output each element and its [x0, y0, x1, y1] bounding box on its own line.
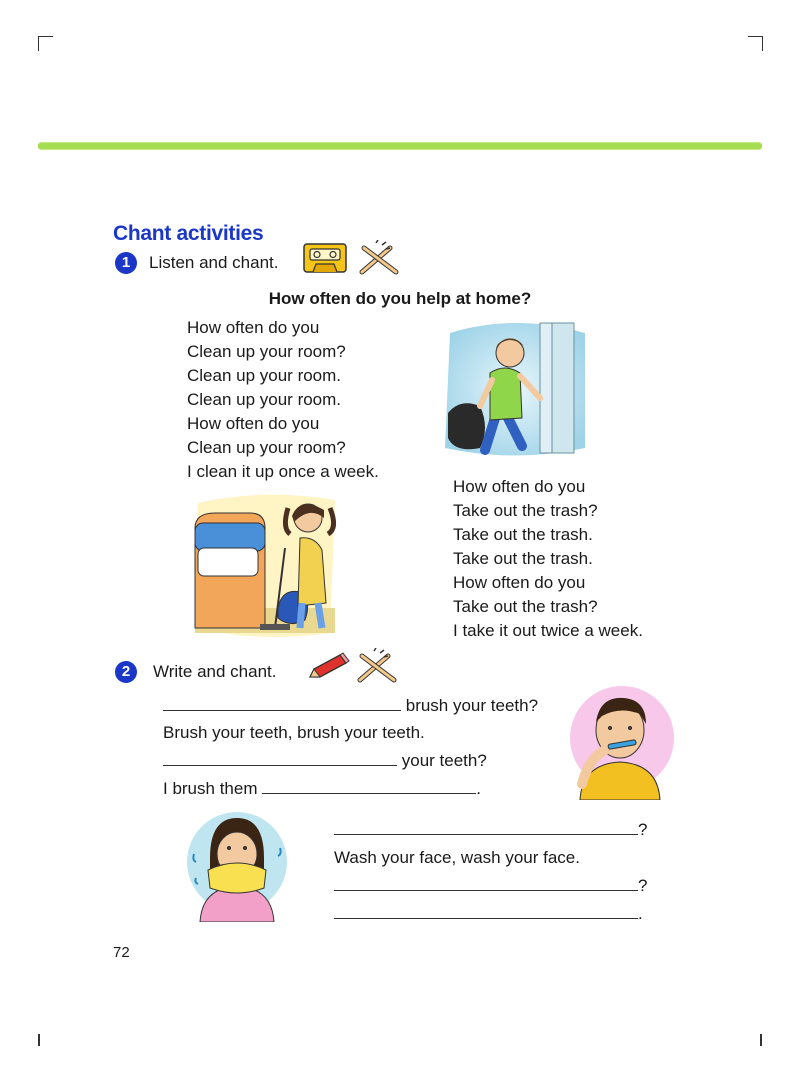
verse-2-line: How often do you	[453, 573, 586, 592]
crop-tick-bottom-left	[38, 1034, 40, 1046]
verse-1-line: I clean it up once a week.	[187, 462, 379, 481]
verse-1-line: How often do you	[187, 318, 320, 337]
exercise-text: ?	[638, 876, 648, 895]
exercise-text: .	[638, 904, 643, 923]
exercise-line-6: Wash your face, wash your face.	[334, 848, 580, 867]
page-number: 72	[113, 944, 130, 961]
pencil-icon	[306, 651, 350, 681]
fill-in-blank[interactable]	[163, 751, 397, 766]
verse-2-line: I take it out twice a week.	[453, 621, 643, 640]
exercise-line-7	[334, 876, 647, 896]
exercise-line-2: Brush your teeth, brush your teeth.	[163, 723, 425, 742]
activity-1-number: 1	[115, 252, 137, 274]
exercise-line-3	[163, 751, 487, 771]
green-header-rule	[38, 143, 762, 149]
girl-vacuuming-illustration	[190, 488, 340, 640]
verse-1-line: Clean up your room.	[187, 390, 342, 409]
drumsticks-icon	[356, 240, 402, 276]
verse-1-line: Clean up your room?	[187, 438, 346, 457]
chant-title-text: How often do you help at home?	[268, 289, 532, 308]
fill-in-blank[interactable]	[163, 696, 401, 711]
verse-2-line: How often do you	[453, 477, 586, 496]
exercise-line-5	[334, 820, 647, 840]
verse-1	[187, 316, 379, 484]
exercise-line-1	[163, 696, 538, 716]
fill-in-blank[interactable]	[334, 820, 638, 835]
crop-tick-bottom-right	[760, 1034, 762, 1046]
fill-in-blank[interactable]	[262, 779, 476, 794]
verse-1-line: Clean up your room?	[187, 342, 346, 361]
fill-in-blank[interactable]	[334, 904, 638, 919]
exercise-text: your teeth?	[401, 751, 487, 770]
verse-2	[453, 475, 643, 643]
verse-2-line: Take out the trash?	[453, 597, 598, 616]
exercise-text: ?	[638, 820, 648, 839]
boy-taking-out-trash-illustration	[440, 318, 590, 458]
girl-washing-face-illustration	[182, 808, 292, 922]
exercise-line-4	[163, 779, 481, 799]
verse-1-line: Clean up your room.	[187, 366, 342, 385]
verse-2-line: Take out the trash.	[453, 525, 593, 544]
exercise-text: brush your teeth?	[405, 696, 539, 715]
verse-2-line: Take out the trash.	[453, 549, 593, 568]
activity-1-instruction: Listen and chant.	[149, 253, 279, 272]
activity-2-instruction: Write and chant.	[153, 662, 277, 681]
exercise-line-8	[334, 904, 643, 924]
activity-2-number: 2	[115, 661, 137, 683]
cassette-tape-icon	[303, 243, 347, 273]
drumsticks-icon	[354, 648, 400, 684]
verse-2-line: Take out the trash?	[453, 501, 598, 520]
crop-mark-top-left	[38, 36, 53, 51]
verse-1-line: How often do you	[187, 414, 320, 433]
exercise-text: .	[476, 779, 481, 798]
chant-title	[0, 289, 800, 309]
boy-brushing-teeth-illustration	[560, 684, 680, 800]
exercise-text: I brush them	[163, 779, 258, 798]
fill-in-blank[interactable]	[334, 876, 638, 891]
section-title: Chant activities	[113, 222, 264, 245]
crop-mark-top-right	[748, 36, 763, 51]
